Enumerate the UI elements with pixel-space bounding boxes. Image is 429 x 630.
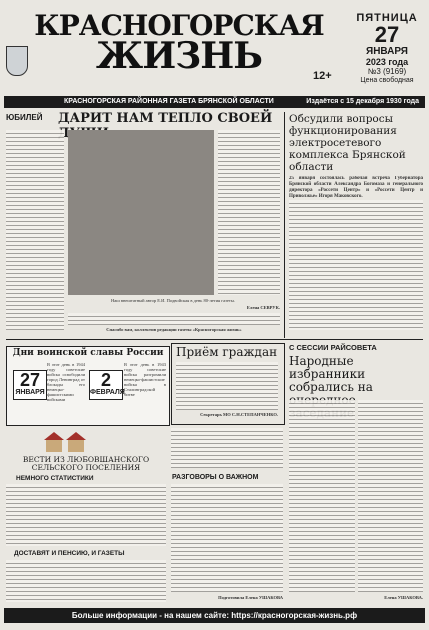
calendar-feb2 — [89, 370, 123, 400]
jubilee-headline: ДАРИТ НАМ ТЕПЛО СВОЕЙ — [58, 111, 273, 126]
weekday: ПЯТНИЦА — [356, 12, 418, 24]
calendar-jan27-month: ЯНВАРЯ — [15, 389, 45, 396]
day: 27 — [374, 22, 400, 47]
jubilee-greeting: Спасибо вам, коллектив редакции газеты «Красногорская жизнь» — [106, 327, 242, 332]
session-author: Елена УШАКОВА. — [384, 595, 423, 600]
masthead-since: Издаётся с 15 декабря 1930 года — [306, 98, 419, 105]
masthead-bar — [4, 96, 425, 108]
session-headline: Народные избранники собрались на — [289, 354, 373, 394]
month: ЯНВАРЯ — [366, 46, 408, 57]
issue-number: №3 (9169) — [367, 67, 407, 76]
section-divider — [6, 339, 423, 340]
military-days-header: Дни воинской славы России — [12, 348, 164, 358]
calendar-jan27 — [13, 370, 47, 400]
military-text1: В этот день в 1944 году советские войска освободили город Ленинград от блокады его немецко-фашистскими войсками — [47, 362, 85, 402]
calendar-jan27-day: 27 — [19, 370, 41, 390]
village-illustration-icon — [40, 428, 90, 454]
issue-date-box — [350, 12, 424, 84]
talks-author: Подготовила Елена УШАКОВА — [218, 595, 283, 600]
lub-news-text2 — [6, 560, 166, 602]
session-rubric: С СЕССИИ РАЙСОВЕТА — [289, 343, 377, 352]
power-grid-text — [289, 200, 423, 330]
masthead-title-line1: КРАСНОГОРСКАЯ — [34, 9, 324, 42]
column-divider — [284, 112, 285, 338]
jubilee-text-bottom — [68, 313, 280, 325]
military-text2: В этот день в 1943 году советские войска разгромили немецко-фашистские войска в Сталинградской битве — [124, 362, 166, 397]
jubilee-author: Елена СЕВРУК. — [246, 305, 280, 310]
price: Цена свободная — [360, 77, 414, 84]
reception-text — [176, 362, 278, 410]
reception-signature: Секретарь МО С.Н.СТЕПАНЧЕНКО. — [200, 412, 278, 417]
calendar-feb2-day: 2 — [100, 370, 111, 390]
center-text — [171, 428, 283, 468]
calendar-feb2-month: ФЕВРАЛЯ — [90, 389, 125, 396]
talks-headline: РАЗГОВОРЫ О ВАЖНОМ — [172, 474, 259, 481]
reception-headline: Приём граждан — [176, 345, 278, 359]
session-text-col2 — [358, 400, 423, 592]
lub-news-subhead-stats: НЕМНОГО СТАТИСТИКИ — [16, 475, 94, 482]
jubilee-text-col1 — [6, 130, 64, 330]
age-rating: 12+ — [313, 70, 332, 82]
power-grid-headline: Обсудили вопросы функционирования электросетевого комплекса Брянской области — [289, 113, 406, 173]
lub-news-subhead-delivery: ДОСТАВЯТ И ПЕНСИЮ, И ГАЗЕТЫ — [14, 550, 125, 557]
photo-caption: Наш внештатный автор Е.И. Подвойская в день 80-летия газеты. — [111, 298, 235, 303]
lub-news-headline: ВЕСТИ ИЗ ЛЮБОВШАНСКОГО СЕЛЬСКОГО ПОСЕЛЕНИЯ — [22, 455, 150, 472]
lub-news-text1 — [6, 484, 166, 546]
masthead-title-line2: ЖИЗНЬ — [96, 35, 262, 77]
talks-text — [171, 484, 283, 592]
footer-site-link[interactable]: Больше информации - на нашем сайте: https://красногорская-жизнь.рф — [4, 608, 425, 623]
power-grid-lead: 25 января состоялась рабочая встреча Губернатора Брянской области Александра Богомаза и генерального директора «Россети Центр» и «Россети Центр и Приволжье» Игоря Маковского. — [289, 176, 423, 199]
year: 2023 года — [365, 57, 409, 67]
session-text-col1 — [289, 400, 355, 592]
author-photo — [68, 130, 214, 295]
jubilee-text-col3 — [218, 130, 280, 295]
jubilee-rubric: ЮБИЛЕЙ — [6, 113, 43, 122]
masthead-subtitle: КРАСНОГОРСКАЯ РАЙОННАЯ ГАЗЕТА БРЯНСКОЙ ОБЛАСТИ — [64, 98, 274, 105]
